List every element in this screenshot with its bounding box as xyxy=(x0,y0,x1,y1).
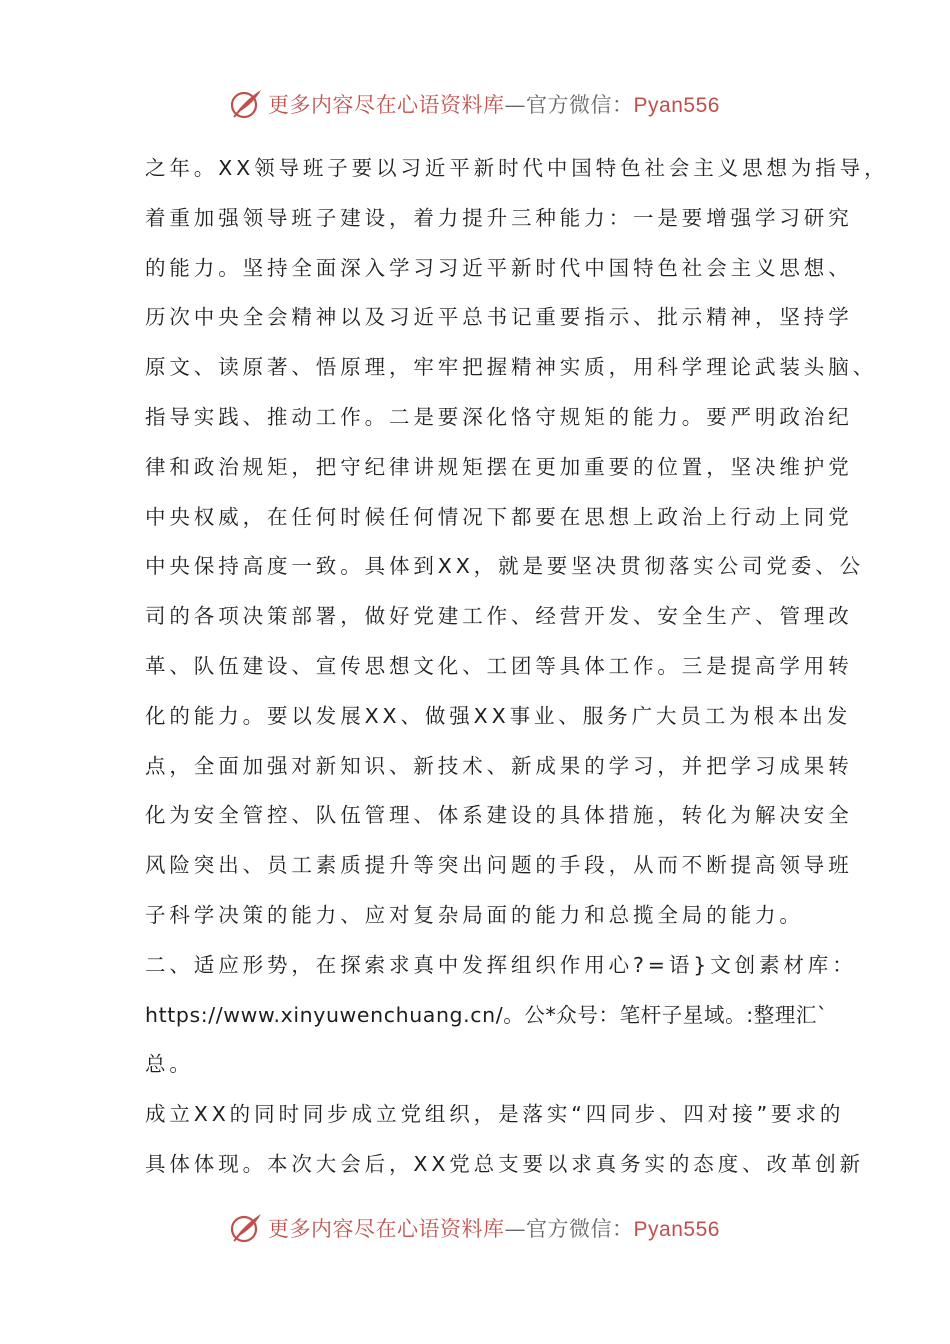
text-line: 历次中央全会精神以及习近平总书记重要指示、批示精神，坚持学 xyxy=(145,305,853,330)
text-line: 中央保持高度一致。具体到XX，就是要坚决贯彻落实公司党委、公 xyxy=(145,554,865,579)
text-line: 律和政治规矩，把守纪律讲规矩摆在更加重要的位置，坚决维护党 xyxy=(145,454,853,479)
section-heading: 二、适应形势，在探索求真中发挥组织作用心?=语}文创素材库： xyxy=(145,952,857,977)
text-line: 化的能力。要以发展XX、做强XX事业、服务广大员工为根本出发 xyxy=(145,703,852,728)
header-watermark-banner xyxy=(0,84,950,124)
text-line: 的能力。坚持全面深入学习习近平新时代中国特色社会主义思想、 xyxy=(145,255,853,280)
text-line: 子科学决策的能力、应对复杂局面的能力和总揽全局的能力。 xyxy=(145,902,804,927)
document-body xyxy=(145,144,889,1190)
text-line: 司的各项决策部署，做好党建工作、经营开发、安全生产、管理改 xyxy=(145,604,853,629)
text-line: 成立XX的同时同步成立党组织，是落实“四同步、四对接”要求的 xyxy=(145,1102,845,1127)
text-line: 之年。XX领导班子要以习近平新时代中国特色社会主义思想为指导， xyxy=(145,156,889,180)
url-text-line: https://www.xinyuwenchuang.cn/。公*众号：笔杆子星域。:整理汇` xyxy=(145,1002,828,1027)
quill-logo-icon xyxy=(230,87,264,121)
text-line: 总。 xyxy=(145,1052,194,1077)
header-banner-text: 更多内容尽在心语资料库—官方微信：Pyan556 xyxy=(268,93,720,117)
text-line: 革、队伍建设、宣传思想文化、工团等具体工作。三是提高学用转 xyxy=(145,653,853,678)
text-line: 具体体现。本次大会后，XX党总支要以求真务实的态度、改革创新 xyxy=(145,1151,865,1176)
footer-banner-text: 更多内容尽在心语资料库—官方微信：Pyan556 xyxy=(268,1217,720,1241)
text-line: 中央权威，在任何时候任何情况下都要在思想上政治上行动上同党 xyxy=(145,504,853,529)
text-line: 指导实践、推动工作。二是要深化恪守规矩的能力。要严明政治纪 xyxy=(145,404,853,429)
text-line: 原文、读原著、悟原理，牢牢把握精神实质，用科学理论武装头脑、 xyxy=(145,355,877,380)
quill-logo-icon xyxy=(230,1211,264,1245)
text-line: 着重加强领导班子建设，着力提升三种能力：一是要增强学习研究 xyxy=(145,205,853,230)
text-line: 风险突出、员工素质提升等突出问题的手段，从而不断提高领导班 xyxy=(145,853,853,878)
text-line: 点，全面加强对新知识、新技术、新成果的学习，并把学习成果转 xyxy=(145,753,853,778)
footer-watermark-banner xyxy=(0,1208,950,1248)
text-line: 化为安全管控、队伍管理、体系建设的具体措施，转化为解决安全 xyxy=(145,803,853,828)
